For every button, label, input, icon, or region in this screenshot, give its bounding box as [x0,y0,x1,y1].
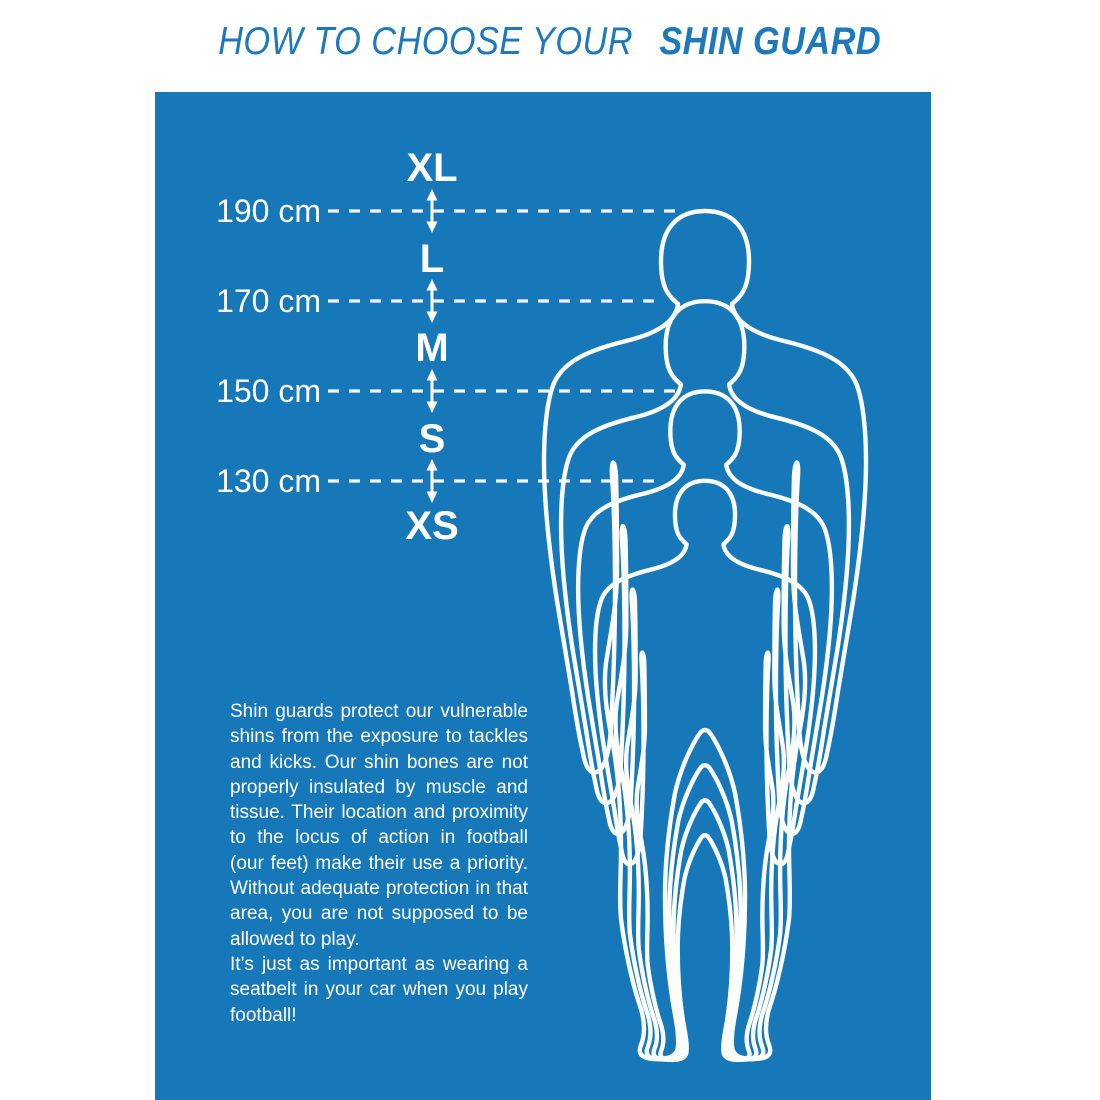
height-label-190cm: 190 cm [216,193,321,229]
arrow-down-icon [427,402,438,414]
description-paragraph-1: Shin guards protect our vulnerable shins from the exposure to tackles and kicks. Our shin bones are not properly insulated by muscle and tissue. Their location and proximity to the locus of action in football (our feet) make their use a priority. Without adequate protection in that area, you are not supposed to be allowed to play. [230,701,528,950]
nested-body-silhouettes [544,211,866,1060]
title-prefix: HOW TO CHOOSE YOUR [218,20,634,63]
title-product-name: SHIN GUARD [659,20,882,63]
size-label-l: L [419,237,445,281]
size-label-xl: XL [406,146,458,190]
height-marker-190 [328,189,682,233]
page-title-text [219,20,882,64]
height-marker-130 [328,459,654,503]
size-label-xs: XS [405,504,459,548]
page-title [0,20,1100,64]
size-guide-panel [155,92,931,1100]
description-text [230,699,528,1028]
description-paragraph-2: It’s just as important as wearing a seatbelt in your car when you play football! [230,953,528,1026]
height-marker-150 [328,369,681,413]
arrow-down-icon [427,222,438,234]
size-label-m: M [415,326,449,370]
size-label-s: S [418,417,446,461]
height-label-150cm: 150 cm [216,373,321,409]
height-marker-170 [328,279,658,323]
height-label-170cm: 170 cm [216,283,321,319]
silhouette-height-190 [544,211,866,1059]
arrow-down-icon [427,312,438,324]
height-label-130cm: 130 cm [216,463,321,499]
